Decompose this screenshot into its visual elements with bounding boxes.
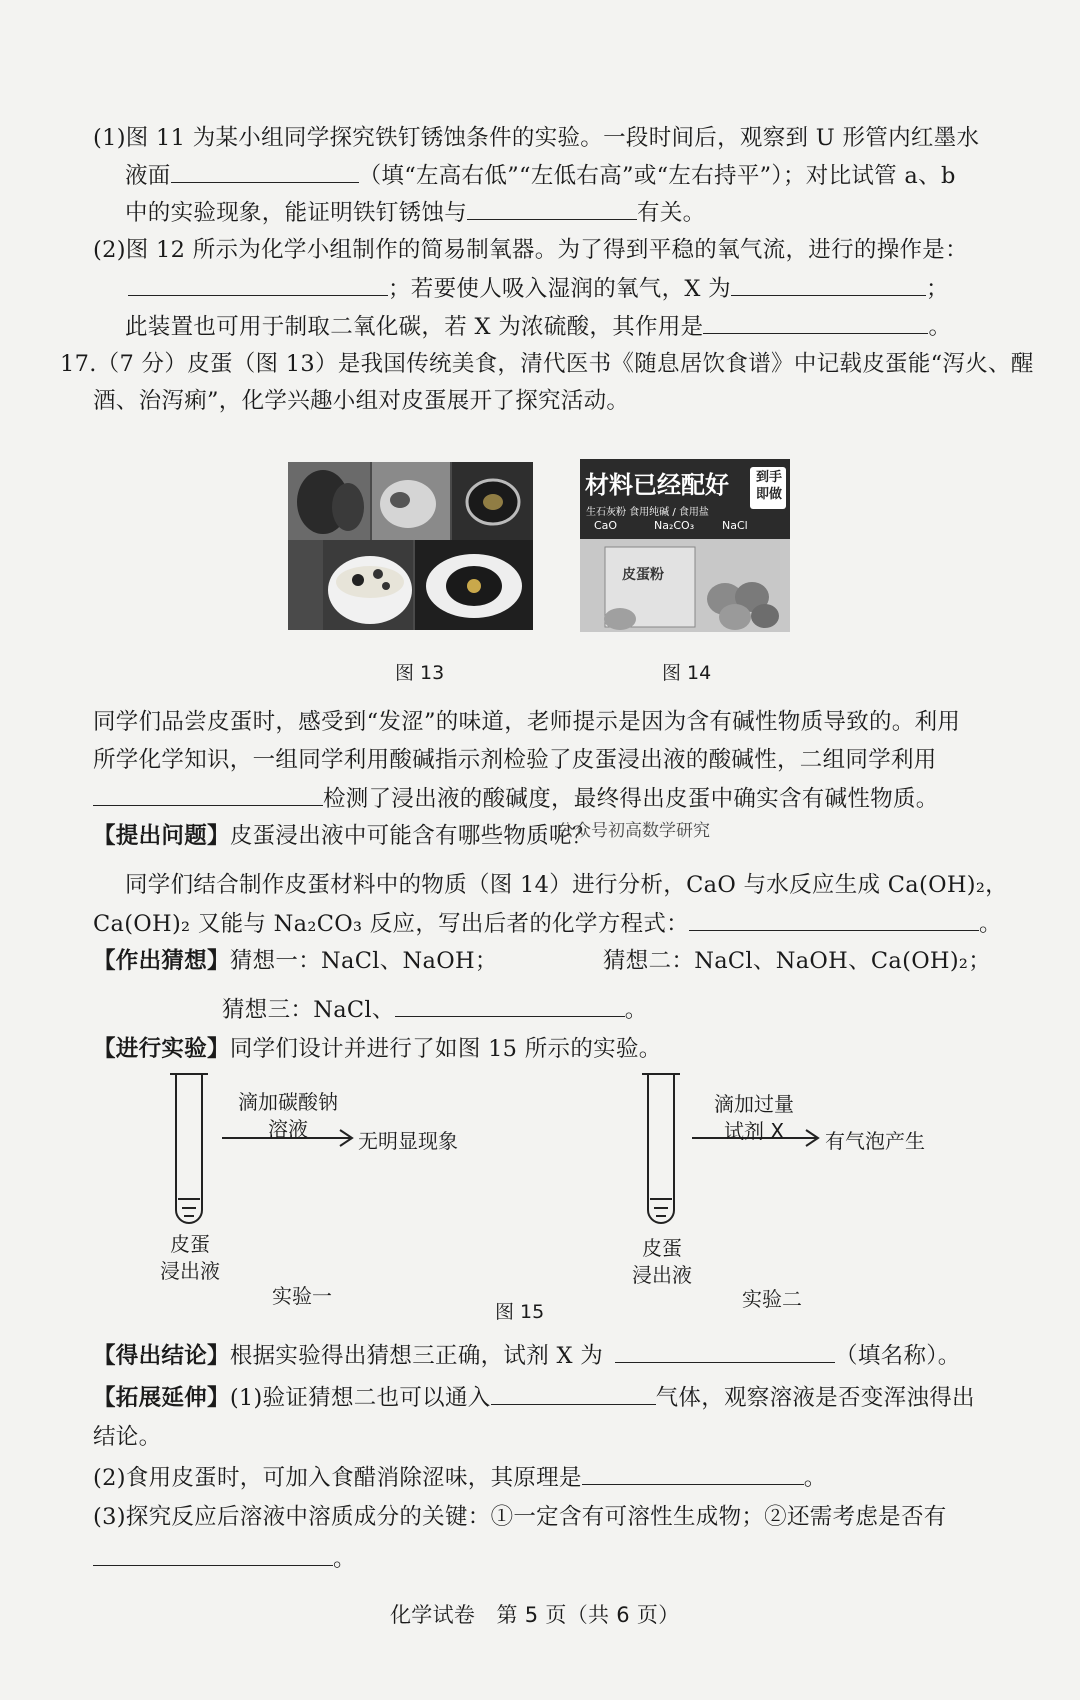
q17-para1-line3 bbox=[93, 783, 939, 814]
q17-extension-line1 bbox=[93, 1382, 975, 1413]
q17-hypothesis-line3 bbox=[222, 994, 648, 1025]
q16-part1-line2 bbox=[125, 160, 956, 191]
text: （填“左高右低”“左低右高”或“左右持平”）；对比试管 a、b bbox=[358, 163, 956, 189]
q17-conclusion-line bbox=[93, 1340, 961, 1371]
q16-part2-line3 bbox=[125, 311, 951, 342]
figure-15-caption: 图 15 bbox=[495, 1301, 545, 1323]
exp2-tube-label-1: 皮蛋 bbox=[642, 1236, 682, 1260]
answer-blank-h2so4-role[interactable] bbox=[703, 311, 928, 334]
text: 同学们设计并进行了如图 15 所示的实验。 bbox=[229, 1036, 662, 1062]
q16-part2-line2 bbox=[128, 273, 949, 304]
section-tag-conclusion: 【得出结论】 bbox=[93, 1343, 230, 1369]
section-tag-question: 【提出问题】 bbox=[93, 823, 230, 849]
section-tag-hypothesis: 【作出猜想】 bbox=[93, 948, 230, 974]
q17-question-line bbox=[93, 821, 595, 851]
fig14-cao: CaO bbox=[594, 519, 618, 532]
q17-extension-line5 bbox=[93, 1543, 356, 1574]
answer-blank-ink-level[interactable] bbox=[171, 160, 359, 183]
q17-hypothesis-line1 bbox=[93, 946, 498, 976]
figure-14-photo bbox=[580, 459, 790, 632]
answer-blank-gas[interactable] bbox=[491, 1382, 656, 1405]
answer-blank-vinegar-principle[interactable] bbox=[582, 1462, 804, 1485]
text: 。 bbox=[624, 997, 648, 1023]
answer-blank-rust-factor[interactable] bbox=[467, 197, 637, 220]
figure-13-caption: 图 13 bbox=[395, 662, 445, 684]
text: (2)食用皮蛋时，可加入食醋消除涩味，其原理是 bbox=[93, 1465, 582, 1491]
exp2-result: 有气泡产生 bbox=[825, 1129, 925, 1153]
exp1-label: 实验一 bbox=[272, 1284, 332, 1308]
exp1-reagent-line2: 溶液 bbox=[268, 1117, 308, 1141]
section-tag-extension: 【拓展延伸】 bbox=[93, 1385, 230, 1411]
exp2-reagent-line1: 滴加过量 bbox=[714, 1092, 794, 1116]
fig14-na2co3: Na₂CO₃ bbox=[654, 519, 695, 532]
q17-para1-line1: 同学们品尝皮蛋时，感受到“发涩”的味道，老师提示是因为含有碱性物质导致的。利用 bbox=[93, 709, 961, 735]
answer-blank-hypothesis-3[interactable] bbox=[395, 994, 625, 1017]
fig14-badge-line2: 即做 bbox=[756, 487, 783, 502]
answer-blank-equation[interactable] bbox=[689, 908, 979, 931]
q17-analysis-line1: 同学们结合制作皮蛋材料中的物质（图 14）进行分析，CaO 与水反应生成 Ca(OH)₂， bbox=[125, 872, 1008, 898]
exp1-tube-label-2: 浸出液 bbox=[160, 1259, 220, 1283]
text: 皮蛋浸出液中可能含有哪些物质呢？ bbox=[229, 823, 595, 849]
q17-extension-line2: 结论。 bbox=[93, 1424, 162, 1450]
text: ； bbox=[925, 276, 949, 302]
text: 气体，观察溶液是否变浑浊得出 bbox=[655, 1385, 975, 1411]
q16-part1-line1: (1)图 11 为某小组同学探究铁钉锈蚀条件的实验。一段时间后，观察到 U 形管内红墨水 bbox=[93, 125, 980, 151]
fig14-banner: 材料已经配好 bbox=[585, 471, 729, 499]
text: ；若要使人吸入湿润的氧气，X 为 bbox=[388, 276, 731, 302]
answer-blank-reagent-x[interactable] bbox=[615, 1340, 835, 1363]
text: 液面 bbox=[125, 163, 171, 189]
fig14-package-label: 皮蛋粉 bbox=[622, 567, 664, 583]
hypothesis-1: 猜想一：NaCl、NaOH； bbox=[229, 948, 498, 974]
answer-blank-key-factor[interactable] bbox=[93, 1543, 333, 1566]
exp2-reagent-line2: 试剂 X bbox=[723, 1119, 785, 1143]
answer-blank-operation[interactable] bbox=[128, 273, 388, 296]
q17-intro-line1: 17.（7 分）皮蛋（图 13）是我国传统美食，清代医书《随息居饮食谱》中记载皮蛋能“泻火、醒 bbox=[60, 351, 1034, 377]
exp2-label: 实验二 bbox=[742, 1287, 802, 1311]
text: (1)验证猜想二也可以通入 bbox=[229, 1385, 491, 1411]
exp2-tube-label-2: 浸出液 bbox=[632, 1263, 692, 1287]
q17-para1-line2: 所学化学知识，一组同学利用酸碱指示剂检验了皮蛋浸出液的酸碱性，二组同学利用 bbox=[93, 747, 937, 773]
text: （填名称）。 bbox=[835, 1343, 961, 1369]
answer-blank-x[interactable] bbox=[731, 273, 926, 296]
q16-part2-line1: (2)图 12 所示为化学小组制作的简易制氧器。为了得到平稳的氧气流，进行的操作是： bbox=[93, 237, 968, 263]
fig14-materials-label: 生石灰粉 食用纯碱 / 食用盐 bbox=[586, 507, 709, 518]
figure-13-photo bbox=[288, 462, 533, 630]
test-tube-1 bbox=[170, 1074, 208, 1223]
text: 检测了浸出液的酸碱度，最终得出皮蛋中确实含有碱性物质。 bbox=[323, 786, 939, 812]
text: 中的实验现象，能证明铁钉锈蚀与 bbox=[125, 200, 468, 226]
hypothesis-2: 猜想二：NaCl、NaOH、Ca(OH)₂； bbox=[603, 948, 992, 974]
fig14-badge bbox=[756, 469, 782, 503]
text: 此装置也可用于制取二氧化碳，若 X 为浓硫酸，其作用是 bbox=[125, 314, 704, 340]
q17-intro-line2: 酒、治泻痢”，化学兴趣小组对皮蛋展开了探究活动。 bbox=[93, 388, 630, 414]
fig14-badge-line1: 到手 bbox=[756, 470, 783, 485]
q16-part1-line3 bbox=[125, 197, 705, 228]
text: 。 bbox=[803, 1465, 827, 1491]
text: 。 bbox=[333, 1546, 356, 1572]
watermark: 公众号初高数学研究 bbox=[557, 821, 710, 841]
answer-blank-ph-tool[interactable] bbox=[93, 783, 323, 806]
text: 有关。 bbox=[637, 200, 706, 226]
text: Ca(OH)₂ 又能与 Na₂CO₃ 反应，写出后者的化学方程式： bbox=[93, 911, 689, 937]
exp1-tube-label-1: 皮蛋 bbox=[170, 1232, 210, 1256]
preserved-egg-collage bbox=[288, 462, 533, 630]
text: 。 bbox=[978, 911, 1002, 937]
q17-analysis-line2 bbox=[93, 908, 1002, 939]
text: 。 bbox=[928, 314, 952, 340]
page-footer: 化学试卷 第 5 页（共 6 页） bbox=[390, 1603, 680, 1627]
q17-extension-line4: (3)探究反应后溶液中溶质成分的关键：①一定含有可溶性生成物；②还需考虑是否有 bbox=[93, 1504, 947, 1530]
q17-extension-line3 bbox=[93, 1462, 827, 1493]
hypothesis-3: 猜想三：NaCl、 bbox=[222, 997, 395, 1023]
test-tube-2 bbox=[642, 1074, 680, 1223]
exp1-result: 无明显现象 bbox=[358, 1129, 458, 1153]
section-tag-experiment: 【进行实验】 bbox=[93, 1036, 230, 1062]
figure-14-caption: 图 14 bbox=[662, 662, 712, 684]
exp1-reagent-line1: 滴加碳酸钠 bbox=[238, 1090, 338, 1114]
fig14-nacl: NaCl bbox=[722, 519, 748, 532]
text: 根据实验得出猜想三正确，试剂 X 为 bbox=[229, 1343, 604, 1369]
